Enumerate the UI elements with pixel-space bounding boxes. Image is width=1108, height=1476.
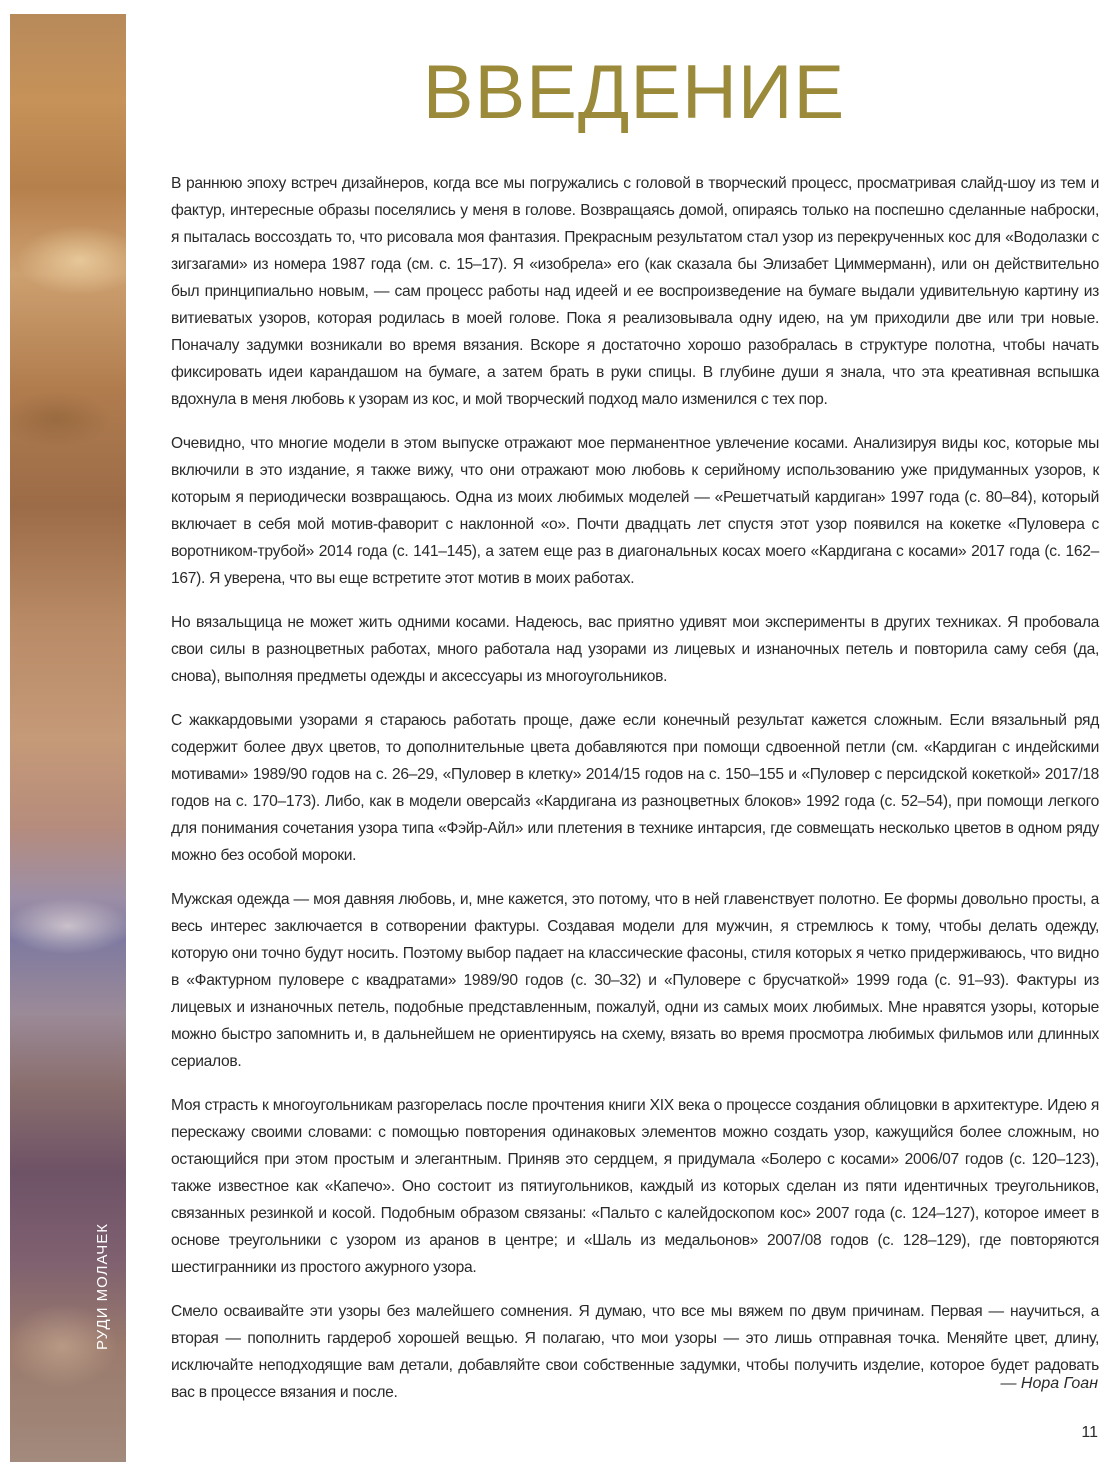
- author-signature: — Нора Гоан: [1000, 1375, 1098, 1392]
- sidebar-photo-strip: [10, 14, 126, 1462]
- page-title: ВВЕДЕНИЕ: [422, 50, 846, 135]
- article-body: [171, 170, 1099, 1423]
- paragraph: Но вязальщица не может жить одними косами. Надеюсь, вас приятно удивят мои эксперименты в других техниках. Я пробовала свои силы в разноцветных работах, много работала над узорами из лицевых и изнаночных петель и повторила саму себя (да, снова), выполняя предметы одежды и аксессуары из многоугольников.: [171, 614, 1099, 685]
- paragraph: Моя страсть к многоугольникам разгорелась после прочтения книги XIX века о процессе создания облицовки в архитектуре. Идею я перескажу своими словами: с помощью повторения одинаковых элементов можно создать узор, кажущийся более сложным, но остающийся при этом простым и элегантным. Приняв это сердцем, я придумала «Болеро с косами» 2006/07 годов (с. 120–123), также известное как «Капечо». Оно состоит из пятиугольников, каждый из которых сделан из пяти идентичных треугольников, связанных резинкой и косой. Подобным образом связаны: «Пальто с калейдоскопом кос» 2007 года (с. 124–127), которое имеет в основе треугольники с узором из аранов в центре; и «Шаль из медальонов» 2007/08 годов (с. 128–129), где повторяются шестигранники из простого ажурного узора.: [171, 1097, 1099, 1276]
- paragraph: Мужская одежда — моя давняя любовь, и, мне кажется, это потому, что в ней главенствует полотно. Ее формы довольно просты, а весь интерес заключается в сотворении фактуры. Создавая модели для мужчин, я стремлюсь к тому, чтобы делать одежду, которую они точно будут носить. Поэтому выбор падает на классические фасоны, стиля которых я четко придерживаюсь, что видно в «Фактурном пуловере с квадратами» 1989/90 годов (с. 30–32) и «Пуловере с брусчаткой» 1999 года (с. 91–93). Фактуры из лицевых и изнаночных петель, подобные представленным, пожалуй, одни из самых моих любимых. Мне нравятся узоры, которые можно быстро запомнить и, в дальнейшем не ориентируясь на схему, вязать во время просмотра любимых фильмов или длинных сериалов.: [171, 891, 1099, 1070]
- paragraph: С жаккардовыми узорами я стараюсь работать проще, даже если конечный результат кажется сложным. Если вязальный ряд содержит более двух цветов, то дополнительные цвета добавляются при помощи сдвоенной петли (см. «Кардиган с индейскими мотивами» 1989/90 годов на с. 26–29, «Пуловер в клетку» 2014/15 годов на с. 150–155 и «Пуловер с персидской кокеткой» 2017/18 годов на с. 170–173). Либо, как в модели оверсайз «Кардигана из разноцветных блоков» 1992 года (с. 52–54), при помощи легкого для понимания сочетания узора типа «Фэйр-Айл» или плетения в технике интарсия, где совмещать несколько цветов в одном ряду можно без особой мороки.: [171, 712, 1099, 864]
- page-number: 11: [1081, 1424, 1098, 1441]
- paragraph: В раннюю эпоху встреч дизайнеров, когда все мы погружались с головой в творческий процесс, просматривая слайд-шоу из тем и фактур, интересные образы поселялись у меня в голове. Возвращаясь домой, опираясь только на поспешно сделанные наброски, я пыталась воссоздать то, что рисовала моя фантазия. Прекрасным результатом стал узор из перекрученных кос для «Водолазки с зигзагами» из номера 1987 года (см. с. 15–17). Я «изобрела» его (как сказала бы Элизабет Циммерманн), или он действительно был принципиально новым, — сам процесс работы над идеей и ее воспроизведение на бумаге выдали удивительную картину из витиеватых узоров, которая родилась в моей голове. Пока я реализовывала одну идею, на ум приходили две или три новые. Поначалу задумки возникали во время вязания. Вскоре я достаточно хорошо разобралась в структуре полотна, чтобы начать фиксировать идеи карандашом на бумаге, а затем брать в руки спицы. В глубине души я знала, что эта креативная вспышка вдохнула в меня любовь к узорам из кос, и мой творческий подход мало изменился с тех пор.: [171, 175, 1099, 408]
- sidebar-author-caption: РУДИ МОЛАЧЕК: [94, 1222, 111, 1350]
- paragraph: Очевидно, что многие модели в этом выпуске отражают мое перманентное увлечение косами. Анализируя виды кос, которые мы включили в это издание, я также вижу, что они отражают мою любовь к серийному использованию уже придуманных узоров, к которым я периодически возвращаюсь. Одна из моих любимых моделей — «Решетчатый кардиган» 1997 года (с. 80–84), который включает в себя мой мотив-фаворит с наклонной «о». Почти двадцать лет спустя этот узор появился на кокетке «Пуловера с воротником-трубой» 2014 года (с. 141–145), а затем еще раз в диагональных косах моего «Кардигана с косами» 2017 года (с. 162–167). Я уверена, что вы еще встретите этот мотив в моих работах.: [171, 435, 1099, 587]
- paragraph: Смело осваивайте эти узоры без малейшего сомнения. Я думаю, что все мы вяжем по двум причинам. Первая — научиться, а вторая — пополнить гардероб хорошей вещью. Я полагаю, что мои узоры — это лишь отправная точка. Меняйте цвет, длину, исключайте неподходящие вам детали, добавляйте свои собственные задумки, чтобы получить изделие, которое будет радовать вас в процессе вязания и после.: [171, 1303, 1099, 1401]
